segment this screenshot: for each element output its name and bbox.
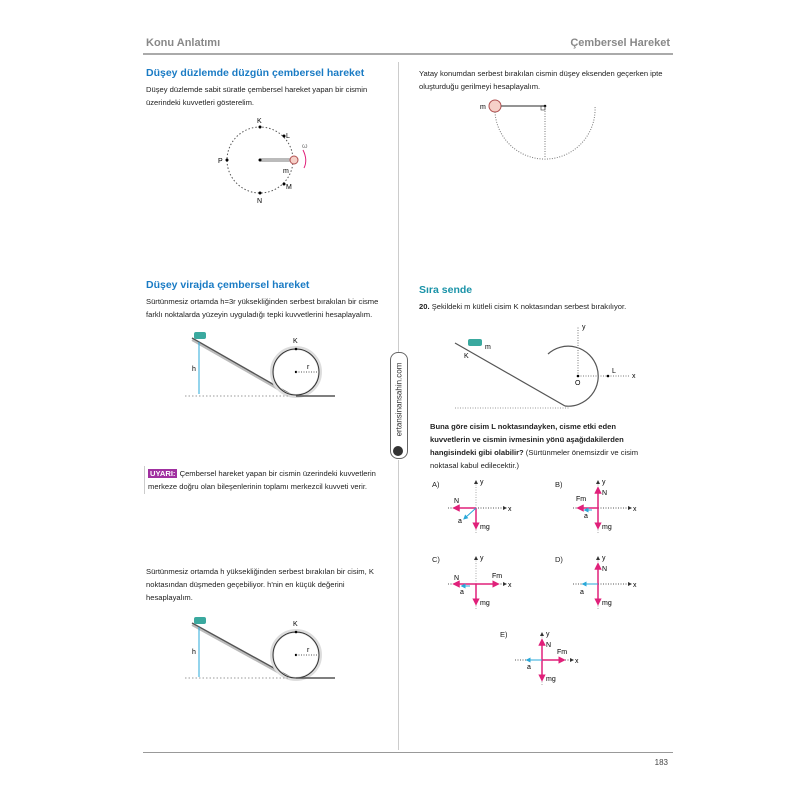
practice-title: Sıra sende [419, 284, 473, 296]
svg-text:y: y [602, 555, 606, 562]
option-b-diagram [573, 479, 637, 533]
svg-text:x: x [633, 506, 637, 513]
warning-badge: UYARI: [150, 469, 176, 478]
option-c-diagram [448, 555, 512, 609]
svg-text:Fm: Fm [557, 649, 568, 656]
section-text: Düşey düzlemde sabit süratle çembersel hareket yapan bir cismin üzerindeki kuvvetleri gösterelim. [146, 85, 368, 107]
circle-diagram [200, 110, 330, 210]
svg-text:a: a [458, 518, 462, 525]
svg-text:Fm: Fm [576, 496, 587, 503]
track-diagram [420, 320, 640, 410]
svg-text:y: y [582, 324, 586, 331]
svg-text:O: O [575, 380, 581, 387]
svg-text:N: N [257, 198, 263, 205]
svg-text:y: y [546, 631, 550, 638]
option-d-diagram [573, 555, 637, 609]
page-number: 183 [654, 758, 668, 767]
footer-rule [143, 752, 673, 753]
svg-text:x: x [508, 582, 512, 589]
section-title-vertical-uniform: Düşey düzlemde düzgün çembersel hareket [146, 67, 365, 79]
svg-text:ω: ω [302, 143, 308, 150]
question: 20. Şekildeki m kütleli cisim K noktasından serbest bırakılıyor. [419, 302, 627, 311]
svg-text:M: M [286, 184, 292, 191]
svg-text:r: r [307, 647, 310, 654]
svg-text:N: N [454, 498, 460, 505]
copyright-icon [393, 446, 403, 456]
svg-text:x: x [633, 582, 637, 589]
svg-text:N: N [602, 490, 608, 497]
column-divider [398, 62, 399, 352]
svg-text:mg: mg [546, 676, 556, 683]
header-right: Çembersel Hareket [570, 37, 670, 49]
option-a-diagram [448, 479, 512, 533]
svg-text:P: P [218, 158, 223, 165]
svg-text:h: h [192, 366, 196, 373]
svg-text:Fm: Fm [492, 573, 503, 580]
svg-text:K: K [293, 621, 298, 628]
svg-text:mg: mg [602, 524, 612, 531]
header-rule [143, 53, 673, 55]
svg-text:a: a [584, 513, 588, 520]
svg-text:m: m [480, 104, 486, 111]
svg-text:m: m [283, 168, 289, 175]
svg-text:K: K [464, 353, 469, 360]
section-text: Yatay konumdan serbest bırakılan cismin düşey eksenden geçerken ipte oluşturduğu gerilmeyi hesaplayalım. [419, 69, 663, 91]
svg-text:y: y [480, 555, 484, 562]
option-c-label[interactable]: C) [432, 555, 440, 564]
svg-text:x: x [508, 506, 512, 513]
omega-arrow [303, 150, 306, 168]
svg-text:y: y [480, 479, 484, 486]
watermark-text: ertansinansahin.com [394, 362, 404, 437]
svg-text:L: L [286, 133, 290, 140]
svg-text:m: m [485, 344, 491, 351]
section-text: Sürtünmesiz ortamda h=3r yüksekliğinden serbest bırakılan bir cisme farklı noktalarda yüzeyin uyguladığı tepki kuvvetlerini hesaplayalım. [146, 297, 379, 319]
svg-text:mg: mg [602, 600, 612, 607]
svg-text:K: K [293, 338, 298, 345]
svg-text:x: x [575, 658, 579, 665]
option-d-label[interactable]: D) [555, 555, 563, 564]
loop-diagram-2 [180, 607, 350, 692]
question-prompt: Buna göre cisim L noktasındayken, cisme etki eden kuvvetlerin ve cismin ivmesinin yönü aşağıdakilerden hangisindeki gibi olabilir? (Sürtünmeler önemsizdir ve cisim noktasal kabul edilecektir.) [430, 422, 639, 470]
svg-text:mg: mg [480, 524, 490, 531]
watermark-badge [390, 352, 408, 459]
warning-box [148, 467, 398, 493]
svg-text:a: a [527, 664, 531, 671]
svg-text:N: N [546, 642, 552, 649]
option-e-label[interactable]: E) [500, 630, 508, 639]
loop-diagram-1 [180, 322, 350, 407]
option-a-label[interactable]: A) [432, 480, 440, 489]
pendulum-diagram [470, 95, 610, 165]
svg-text:x: x [632, 373, 636, 380]
svg-text:N: N [602, 566, 608, 573]
svg-text:r: r [307, 364, 310, 371]
mass [290, 156, 298, 164]
column-divider-lower [398, 460, 399, 750]
option-e-diagram [515, 631, 579, 685]
svg-text:mg: mg [480, 600, 490, 607]
svg-text:N: N [454, 575, 460, 582]
warning-text: Çembersel hareket yapan bir cismin üzerindeki kuvvetlerin merkeze doğru olan bileşenlerinin toplamı merkezcil kuvveti verir. [148, 469, 376, 491]
label-K: K [257, 118, 262, 125]
section-text: Sürtünmesiz ortamda h yüksekliğinden serbest bırakılan bir cisim, K noktasından düşmeden geçebiliyor. h'nin en küçük değerini hesaplayalım. [146, 567, 374, 602]
section-title-loop: Düşey virajda çembersel hareket [146, 279, 310, 291]
header-left: Konu Anlatımı [146, 37, 221, 49]
svg-text:a: a [460, 589, 464, 596]
svg-text:a: a [580, 589, 584, 596]
svg-text:y: y [602, 479, 606, 486]
svg-text:h: h [192, 649, 196, 656]
option-b-label[interactable]: B) [555, 480, 563, 489]
svg-text:L: L [612, 368, 616, 375]
